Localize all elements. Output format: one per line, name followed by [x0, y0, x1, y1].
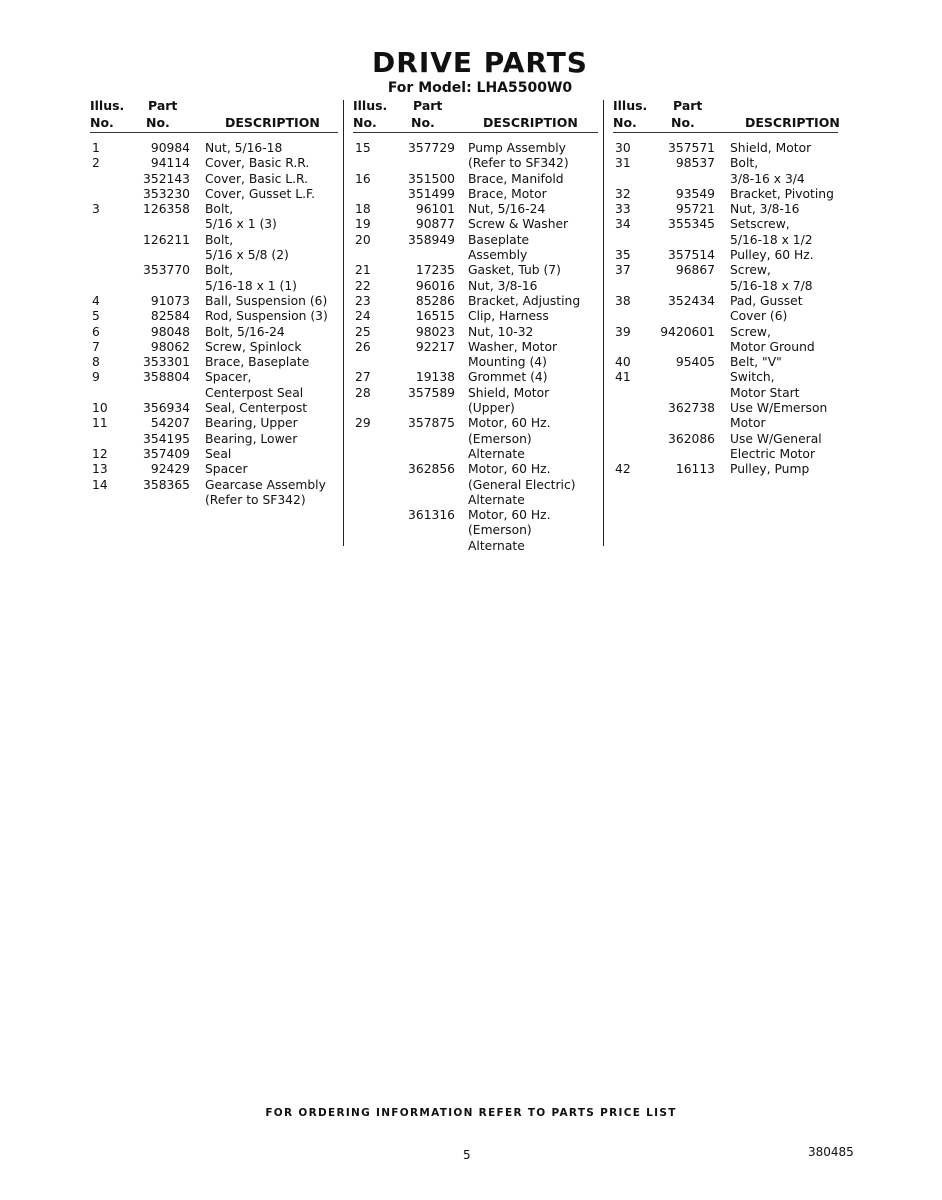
- description: Bolt, 5/16-24: [205, 324, 285, 339]
- description: Nut, 5/16-18: [205, 141, 283, 155]
- table-row: [353, 141, 598, 156]
- header-illus: Illus.: [90, 98, 125, 113]
- table-row: [613, 141, 838, 156]
- description: Spacer: [205, 462, 248, 477]
- illus-no: 35: [615, 248, 631, 263]
- description: Brace, Baseplate: [205, 355, 310, 370]
- table-row: [90, 156, 338, 171]
- table-row: [353, 309, 598, 324]
- table-row: [613, 325, 838, 340]
- table-row: [613, 233, 838, 248]
- header-part: No.: [411, 115, 435, 130]
- part-no: 352434: [668, 293, 715, 308]
- illus-no: 23: [355, 293, 371, 308]
- table-row: [353, 355, 598, 370]
- table-row: [353, 432, 598, 447]
- table-row: [613, 355, 838, 370]
- header-part: Part: [413, 98, 443, 113]
- table-row: [613, 386, 838, 401]
- table-row: [613, 370, 838, 385]
- table-row: [90, 340, 338, 355]
- description: Use W/Emerson: [730, 401, 828, 416]
- part-no: 358365: [143, 477, 190, 492]
- table-row: [353, 493, 598, 508]
- description: Pulley, Pump: [730, 462, 810, 477]
- description: Setscrew,: [730, 217, 790, 232]
- description: Alternate: [468, 492, 525, 507]
- description: Pulley, 60 Hz.: [730, 248, 814, 263]
- table-row: [353, 340, 598, 355]
- illus-no: 41: [615, 370, 631, 385]
- table-row: [353, 386, 598, 401]
- description: Clip, Harness: [468, 309, 549, 324]
- description: Motor, 60 Hz.: [468, 416, 551, 431]
- table-row: [90, 309, 338, 324]
- description: Nut, 3/8-16: [730, 202, 800, 217]
- column-divider: [603, 100, 604, 546]
- part-no: 357514: [668, 248, 715, 263]
- part-no: 351500: [408, 171, 455, 186]
- table-row: [90, 279, 338, 294]
- part-no: 362086: [668, 431, 715, 446]
- part-no: 357589: [408, 385, 455, 400]
- description: Bolt,: [205, 263, 234, 278]
- illus-no: 3: [92, 202, 100, 217]
- table-row: [353, 202, 598, 217]
- part-no: 95721: [675, 202, 715, 217]
- description: Nut, 5/16-24: [468, 202, 546, 217]
- part-no: 357409: [143, 446, 190, 461]
- illus-no: 28: [355, 385, 371, 400]
- table-row: [90, 386, 338, 401]
- table-row: [353, 263, 598, 278]
- table-row: [90, 325, 338, 340]
- table-row: [90, 263, 338, 278]
- part-no: 17235: [415, 263, 455, 278]
- part-no: 354195: [143, 431, 190, 446]
- table-row: [353, 539, 598, 554]
- table-row: [353, 325, 598, 340]
- table-row: [353, 156, 598, 171]
- table-row: [90, 217, 338, 232]
- illus-no: 33: [615, 202, 631, 217]
- description: (Refer to SF342): [205, 492, 306, 507]
- part-no: 54207: [150, 416, 190, 431]
- description: Screw, Spinlock: [205, 339, 302, 354]
- description: Alternate: [468, 538, 525, 553]
- description: Motor, 60 Hz.: [468, 508, 551, 523]
- part-no: 98048: [150, 324, 190, 339]
- description: Alternate: [468, 446, 525, 461]
- illus-no: 9: [92, 370, 100, 385]
- model-subtitle: For Model: LHA5500W0: [387, 80, 573, 96]
- part-no: 82584: [150, 309, 190, 324]
- table-row: [90, 401, 338, 416]
- description: 5/16-18 x 1 (1): [205, 278, 297, 293]
- description: Brace, Motor: [468, 186, 547, 201]
- description: Shield, Motor: [730, 141, 812, 155]
- part-no: 91073: [150, 293, 190, 308]
- table-row: [613, 401, 838, 416]
- description: Cover, Basic L.R.: [205, 171, 309, 186]
- description: Seal: [205, 446, 232, 461]
- part-no: 9420601: [660, 324, 715, 339]
- description: (Upper): [468, 401, 515, 416]
- illus-no: 30: [615, 141, 631, 155]
- part-no: 362738: [668, 401, 715, 416]
- parts-column-2: [353, 98, 598, 554]
- header-part: Part: [148, 98, 178, 113]
- part-no: 353230: [143, 186, 190, 201]
- illus-no: 34: [615, 217, 631, 232]
- illus-no: 8: [92, 355, 100, 370]
- page-title: DRIVE PARTS: [372, 46, 588, 79]
- table-row: [613, 294, 838, 309]
- table-row: [90, 432, 338, 447]
- header-desc: DESCRIPTION: [225, 115, 320, 130]
- header-illus: Illus.: [613, 98, 648, 113]
- part-no: 16113: [675, 462, 715, 477]
- description: Switch,: [730, 370, 775, 385]
- table-row: [353, 508, 598, 523]
- illus-no: 32: [615, 186, 631, 201]
- part-no: 92429: [150, 462, 190, 477]
- illus-no: 10: [92, 401, 108, 416]
- illus-no: 20: [355, 232, 371, 247]
- illus-no: 26: [355, 339, 371, 354]
- column-header: [613, 98, 838, 133]
- part-no: 85286: [415, 293, 455, 308]
- description: Brace, Manifold: [468, 171, 564, 186]
- table-row: [613, 432, 838, 447]
- description: Bracket, Pivoting: [730, 186, 834, 201]
- illus-no: 24: [355, 309, 371, 324]
- table-row: [90, 355, 338, 370]
- illus-no: 6: [92, 324, 100, 339]
- table-row: [90, 493, 338, 508]
- table-row: [613, 156, 838, 171]
- description: Motor, 60 Hz.: [468, 462, 551, 477]
- illus-no: 14: [92, 477, 108, 492]
- description: Shield, Motor: [468, 385, 550, 400]
- description: Nut, 10-32: [468, 324, 534, 339]
- header-illus: No.: [90, 115, 114, 130]
- illus-no: 5: [92, 309, 100, 324]
- description: (Emerson): [468, 523, 532, 538]
- description: 5/16-18 x 1/2: [730, 232, 813, 247]
- description: 5/16 x 1 (3): [205, 217, 277, 232]
- table-row: [353, 447, 598, 462]
- part-no: 353770: [143, 263, 190, 278]
- table-row: [613, 263, 838, 278]
- illus-no: 38: [615, 293, 631, 308]
- parts-column-3: [613, 98, 838, 478]
- description: Screw & Washer: [468, 217, 569, 232]
- illus-no: 4: [92, 293, 100, 308]
- description: Motor: [730, 416, 766, 431]
- table-row: [613, 202, 838, 217]
- part-no: 19138: [415, 370, 455, 385]
- table-row: [613, 340, 838, 355]
- table-row: [353, 478, 598, 493]
- illus-no: 40: [615, 355, 631, 370]
- table-row: [353, 187, 598, 202]
- part-no: 351499: [408, 186, 455, 201]
- description: Baseplate: [468, 232, 530, 247]
- description: Use W/General: [730, 431, 822, 446]
- table-row: [90, 202, 338, 217]
- table-row: [353, 401, 598, 416]
- page-number: 5: [463, 1148, 471, 1162]
- table-row: [613, 462, 838, 477]
- part-no: 98062: [150, 339, 190, 354]
- description: (Emerson): [468, 431, 532, 446]
- description: Bearing, Upper: [205, 416, 298, 431]
- illus-no: 42: [615, 462, 631, 477]
- description: Bearing, Lower: [205, 431, 298, 446]
- part-no: 96101: [415, 202, 455, 217]
- table-row: [613, 279, 838, 294]
- table-row: [90, 478, 338, 493]
- description: Gearcase Assembly: [205, 477, 326, 492]
- description: Nut, 3/8-16: [468, 278, 538, 293]
- description: Centerpost Seal: [205, 385, 304, 400]
- part-no: 126358: [143, 202, 190, 217]
- table-row: [90, 447, 338, 462]
- part-no: 92217: [415, 339, 455, 354]
- table-row: [353, 523, 598, 538]
- description: Bracket, Adjusting: [468, 293, 581, 308]
- part-no: 362856: [408, 462, 455, 477]
- table-row: [90, 416, 338, 431]
- description: (General Electric): [468, 477, 576, 492]
- column-header: [353, 98, 598, 133]
- table-row: [90, 141, 338, 156]
- header-desc: DESCRIPTION: [745, 115, 840, 130]
- table-row: [90, 248, 338, 263]
- description: Electric Motor: [730, 446, 816, 461]
- description: Screw,: [730, 324, 771, 339]
- part-no: 90877: [415, 217, 455, 232]
- description: Cover, Gusset L.F.: [205, 186, 316, 201]
- table-row: [613, 172, 838, 187]
- table-row: [90, 294, 338, 309]
- part-no: 90984: [150, 141, 190, 155]
- part-no: 361316: [408, 508, 455, 523]
- header-desc: DESCRIPTION: [483, 115, 578, 130]
- table-row: [353, 416, 598, 431]
- description: Rod, Suspension (3): [205, 309, 328, 324]
- description: Cover (6): [730, 309, 788, 324]
- part-no: 98023: [415, 324, 455, 339]
- table-row: [90, 462, 338, 477]
- part-no: 356934: [143, 401, 190, 416]
- description: Bolt,: [205, 232, 234, 247]
- part-no: 357875: [408, 416, 455, 431]
- part-no: 353301: [143, 355, 190, 370]
- description: Spacer,: [205, 370, 252, 385]
- description: Grommet (4): [468, 370, 548, 385]
- parts-column-1: [90, 98, 338, 508]
- table-row: [613, 416, 838, 431]
- illus-no: 15: [355, 141, 371, 155]
- header-part: No.: [671, 115, 695, 130]
- illus-no: 13: [92, 462, 108, 477]
- illus-no: 18: [355, 202, 371, 217]
- column-header: [90, 98, 338, 133]
- illus-no: 11: [92, 416, 108, 431]
- illus-no: 16: [355, 171, 371, 186]
- table-row: [613, 309, 838, 324]
- illus-no: 7: [92, 339, 100, 354]
- description: Assembly: [468, 248, 528, 263]
- header-part: Part: [673, 98, 703, 113]
- part-no: 126211: [143, 232, 190, 247]
- description: Pad, Gusset: [730, 293, 803, 308]
- illus-no: 19: [355, 217, 371, 232]
- table-row: [613, 248, 838, 263]
- description: Motor Start: [730, 385, 800, 400]
- description: Washer, Motor: [468, 339, 558, 354]
- description: Motor Ground: [730, 339, 815, 354]
- part-no: 358804: [143, 370, 190, 385]
- table-row: [353, 172, 598, 187]
- part-no: 16515: [415, 309, 455, 324]
- header-illus: No.: [613, 115, 637, 130]
- part-no: 94114: [150, 156, 190, 171]
- part-no: 93549: [675, 186, 715, 201]
- table-row: [353, 217, 598, 232]
- column-divider: [343, 100, 344, 546]
- table-row: [353, 233, 598, 248]
- part-no: 358949: [408, 232, 455, 247]
- description: Cover, Basic R.R.: [205, 156, 310, 171]
- description: Bolt,: [730, 156, 759, 171]
- document-number: 380485: [808, 1145, 854, 1159]
- illus-no: 27: [355, 370, 371, 385]
- description: Belt, "V": [730, 355, 782, 370]
- table-row: [90, 370, 338, 385]
- table-row: [613, 187, 838, 202]
- table-row: [353, 294, 598, 309]
- description: Seal, Centerpost: [205, 401, 308, 416]
- illus-no: 29: [355, 416, 371, 431]
- illus-no: 39: [615, 324, 631, 339]
- part-no: 96016: [415, 278, 455, 293]
- ordering-footer: FOR ORDERING INFORMATION REFER TO PARTS PRICE LIST: [265, 1107, 677, 1119]
- table-row: [90, 233, 338, 248]
- illus-no: 2: [92, 156, 100, 171]
- illus-no: 22: [355, 278, 371, 293]
- illus-no: 1: [92, 141, 100, 155]
- illus-no: 12: [92, 446, 108, 461]
- description: Screw,: [730, 263, 771, 278]
- part-no: 355345: [668, 217, 715, 232]
- illus-no: 37: [615, 263, 631, 278]
- part-no: 95405: [675, 355, 715, 370]
- part-no: 352143: [143, 171, 190, 186]
- description: (Refer to SF342): [468, 156, 569, 171]
- part-no: 357729: [408, 141, 455, 155]
- table-row: [353, 248, 598, 263]
- table-row: [90, 172, 338, 187]
- description: 5/16-18 x 7/8: [730, 278, 813, 293]
- table-row: [353, 279, 598, 294]
- table-row: [353, 462, 598, 477]
- description: 5/16 x 5/8 (2): [205, 248, 289, 263]
- table-row: [613, 217, 838, 232]
- description: 3/8-16 x 3/4: [730, 171, 805, 186]
- table-row: [353, 370, 598, 385]
- description: Pump Assembly: [468, 141, 566, 155]
- description: Bolt,: [205, 202, 234, 217]
- description: Gasket, Tub (7): [468, 263, 561, 278]
- header-illus: No.: [353, 115, 377, 130]
- table-row: [613, 447, 838, 462]
- part-no: 96867: [675, 263, 715, 278]
- header-part: No.: [146, 115, 170, 130]
- illus-no: 31: [615, 156, 631, 171]
- illus-no: 25: [355, 324, 371, 339]
- description: Ball, Suspension (6): [205, 293, 328, 308]
- illus-no: 21: [355, 263, 371, 278]
- header-illus: Illus.: [353, 98, 388, 113]
- description: Mounting (4): [468, 355, 547, 370]
- part-no: 357571: [668, 141, 715, 155]
- part-no: 98537: [675, 156, 715, 171]
- table-row: [90, 187, 338, 202]
